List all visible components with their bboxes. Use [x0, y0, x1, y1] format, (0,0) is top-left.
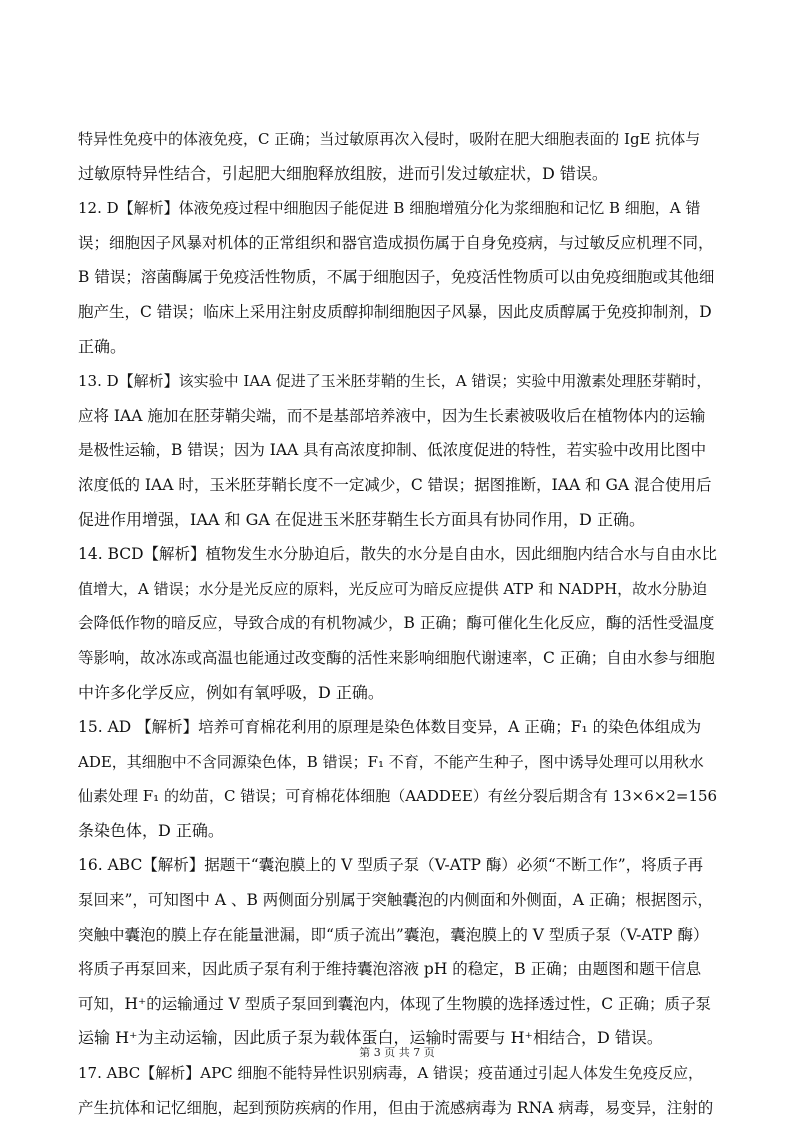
text-line: 是极性运输，B 错误；因为 IAA 具有高浓度抑制、低浓度促进的特性，若实验中改用比图中 — [78, 441, 707, 460]
text-line: 泵回来”，可知图中 A 、B 两侧面分别属于突触囊泡的内侧面和外侧面，A 正确；根据图示， — [78, 891, 713, 910]
text-line: ADE，其细胞中不含同源染色体，B 错误；F₁ 不育，不能产生种子，图中诱导处理可以用秋水 — [78, 752, 704, 771]
text-line: 值增大，A 错误；水分是光反应的原料，光反应可为暗反应提供 ATP 和 NADPH，故水分胁迫 — [78, 579, 708, 598]
text-line: 特异性免疫中的体液免疫，C 正确；当过敏原再次入侵时，吸附在肥大细胞表面的 IgE 抗体与 — [78, 130, 701, 148]
text-line: 13. D【解析】该实验中 IAA 促进了玉米胚芽鞘的生长，A 错误；实验中用激素处理胚芽鞘时， — [78, 372, 712, 391]
text-line: 16. ABC【解析】据题干“囊泡膜上的 V 型质子泵（V-ATP 酶）必须“不断工作”，将质子再 — [78, 856, 704, 875]
page-footer: 第 3 页 共 7 页 — [359, 1046, 435, 1059]
text-line: 会降低作物的暗反应，导致合成的有机物减少，B 正确；酶可催化生化反应，酶的活性受温度 — [78, 614, 715, 633]
text-line: 过敏原特异性结合，引起肥大细胞释放组胺，进而引发过敏症状，D 错误。 — [78, 163, 608, 183]
text-line: 14. BCD【解析】植物发生水分胁迫后，散失的水分是自由水，因此细胞内结合水与自由水比 — [78, 545, 718, 564]
text-line: 运输 H⁺为主动运输，因此质子泵为载体蛋白，运输时需要与 H⁺相结合，D 错误。 — [78, 1028, 663, 1048]
text-line: 条染色体，D 正确。 — [78, 820, 224, 840]
text-line: 仙素处理 F₁ 的幼苗，C 错误；可育棉花体细胞（AADDEE）有丝分裂后期含有 13×6×2=156 — [78, 787, 718, 806]
text-line: 正确。 — [78, 336, 127, 356]
text-line: 误；细胞因子风暴对机体的正常组织和器官造成损伤属于自身免疫病，与过敏反应机理不同， — [78, 233, 714, 252]
text-line: 15. AD 【解析】培养可育棉花利用的原理是染色体数目变异，A 正确；F₁ 的染色体组成为 — [78, 718, 702, 737]
text-line: 中许多化学反应，例如有氧呼吸，D 正确。 — [78, 682, 384, 702]
text-line: 可知，H⁺的运输通过 V 型质子泵回到囊泡内，体现了生物膜的选择透过性，C 正确；质子泵 — [78, 994, 712, 1013]
text-line: 等影响，故冰冻或高温也能通过改变酶的活性来影响细胞代谢速率，C 正确；自由水参与细胞 — [78, 648, 715, 667]
text-line: 突触中囊泡的膜上存在能量泄漏，即“质子流出”囊泡，囊泡膜上的 V 型质子泵（V-ATP 酶） — [78, 925, 709, 944]
text-line: 浓度低的 IAA 时，玉米胚芽鞘长度不一定减少，C 错误；据图推断，IAA 和 GA 混合使用后 — [78, 475, 712, 494]
text-line: 将质子再泵回来，因此质子泵有利于维持囊泡溶液 pH 的稳定，B 正确；由题图和题干信息 — [78, 960, 702, 979]
text-line: 12. D【解析】体液免疫过程中细胞因子能促进 B 细胞增殖分化为浆细胞和记忆 B 细胞，A 错 — [78, 199, 701, 218]
text-line: 产生抗体和记忆细胞，起到预防疾病的作用，但由于流感病毒为 RNA 病毒，易变异，注射的 — [78, 1098, 714, 1117]
text-line: 胞产生，C 错误；临床上采用注射皮质醇抑制细胞因子风暴，因此皮质醇属于免疫抑制剂，D — [78, 302, 712, 321]
text-line: B 错误；溶菌酶属于免疫活性物质，不属于细胞因子，免疫活性物质可以由免疫细胞或其他细 — [78, 268, 715, 287]
text-line: 17. ABC【解析】APC 细胞不能特异性识别病毒，A 错误；疫苗通过引起人体发生免疫反应， — [78, 1064, 704, 1083]
text-line: 应将 IAA 施加在胚芽鞘尖端，而不是基部培养液中，因为生长素被吸收后在植物体内的运输 — [78, 406, 706, 425]
document-body — [78, 122, 718, 1125]
text-line: 促进作用增强，IAA 和 GA 在促进玉米胚芽鞘生长方面具有协同作用，D 正确。 — [78, 509, 645, 529]
